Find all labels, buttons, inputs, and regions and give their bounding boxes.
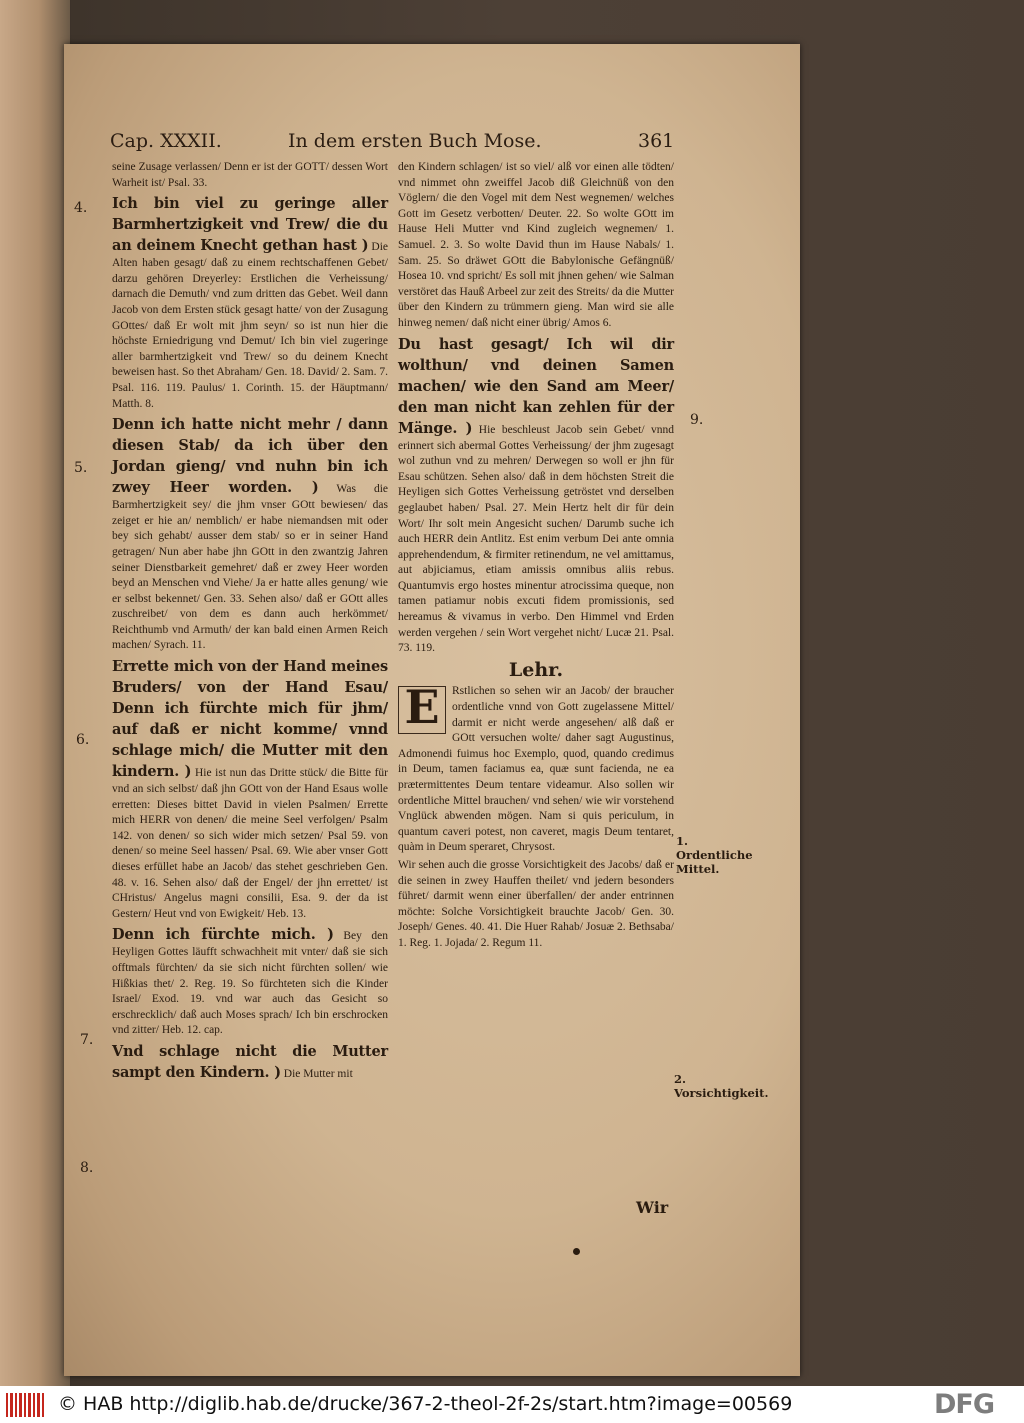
- lehr-paragraph-1: [398, 680, 674, 856]
- verse-6: [112, 656, 388, 922]
- verse-8: [112, 1041, 388, 1083]
- verse-number-4: 4.: [74, 200, 88, 216]
- verse-number-8: 8.: [80, 1160, 94, 1176]
- verse-4: [112, 193, 388, 412]
- verse-8-heading: Vnd schlage nicht die Mutter sampt den Kindern. ): [112, 1042, 388, 1081]
- verse-number-5: 5.: [74, 460, 88, 476]
- verse-9-heading: Du hast gesagt/ Ich wil dir wolthun/ vnd deinen Samen machen/ wie den Sand am Meer/ den man nicht kan zehlen für der Mänge. ): [398, 335, 674, 437]
- verse-7-heading: Denn ich fürchte mich. ): [112, 926, 334, 944]
- verse-4-text: Die Alten haben gesagt/ daß zu einem rechtschaffenen Gebet/ darzu gehören Dreyerley: Erstlichen die Verheissung/ darnach die Demuth/ vnd zum dritten das Gebet. Weil dann Jacob von dem Ersten stück gesagt hatte/ von der Zusagung GOttes/ daß Er wolt mit jhm seyn/ so ist nun hier die höchste Erniedrigung vnd Demut/ Ich bin viel zugeringe aller barmhertzigkeit vnd Trew/ so du deinem Knecht beweisen hast. So thet Abraham/ Gen. 18. David/ 2. Sam. 7. Psal. 116. 119. Paulus/ 1. Corinth. 15. der Häuptmann/ Matth. 8.: [112, 241, 388, 410]
- verse-number-7: 7.: [80, 1032, 94, 1048]
- verse-5-heading: Denn ich hatte nicht mehr / dann diesen Stab/ da ich über den Jordan gieng/ vnd nuhn bin ich zwey Heer worden. ): [112, 416, 388, 497]
- verse-number-9: 9.: [690, 412, 704, 428]
- margin-note-vorsichtigkeit: 2. Vorsichtigkeit.: [674, 1072, 769, 1100]
- verse-number-6: 6.: [76, 732, 90, 748]
- verse-7-text: Bey den Heyligen Gottes läufft schwachheit mit vnter/ daß sie sich offtmals fürchten/ da sie sich nicht fürchten sollen/ wie Hißkias thet/ 2. Reg. 19. So fürchteten sich die Kinder Israel/ Exod. 19. vnd war auch das Gesicht so erschrecklich/ daß auch Moses sprach/ Ich bin erschrocken vnd zitter/ Heb. 12. cap.: [112, 930, 389, 1037]
- verse-9-text: Hie beschleust Jacob sein Gebet/ vnnd erinnert sich abermal Gottes Verheissung/ der jhm zugesagt wol zuthun vnd zu mehren/ Derwegen so woll er jhn für Esau schützen. Sehen also/ daß in dem höchsten Streit die Heyligen sich Gottes Verheissung getröstet vnd derselben geglaubet haben/ Psal. 27. Mein Hertz helt dir für dein Wort/ Ihr solt mein Angesicht suchen/ Darumb suche ich auch HERR dein Antlitz. Est enim verbum Dei ante omnia apprehendendum, & firmiter retinendum, ne vel amittamus, aut abjiciamus, etiam amissis omnibus aliis rebus. Quantumvis ergo hostes minentur atrocissima queque, non tamen patiamur nobis excuti fidem promissionis, sed hereamus & vivamus in verbo. Den Himmel vnd Erden werden vergehen / sein Wort vergehet nicht/ Lucæ 21. Psal. 73. 119.: [398, 423, 674, 655]
- copyright-link[interactable]: © HAB http://diglib.hab.de/drucke/367-2-theol-2f-2s/start.htm?image=00569: [58, 1393, 793, 1415]
- hab-barcode-icon: [6, 1393, 46, 1417]
- decorated-initial: E: [398, 686, 446, 734]
- verse-8-text: Die Mutter mit: [283, 1067, 353, 1080]
- margin-note-ordentliche-mittel: 1. Ordentliche Mittel.: [676, 834, 753, 876]
- page-number: 361: [638, 130, 675, 152]
- dfg-logo: DFG: [934, 1389, 995, 1420]
- viewer-footer: [0, 1386, 1024, 1423]
- lehr-paragraph-1-text: Rstlichen so sehen wir an Jacob/ der braucher ordentliche vnnd von Gott zugelassene Mittel/ darmit er nicht werde angesehen/ alß daß er GOtt versuchen wolte/ daher sagt Augustinus, Admonendi fuimus hoc Exemplo, quod, quando credimus in Deum, tamen faciamus ea, quæ sunt facienda, ne ea prætermittentes Deum tentare videamur. Also sollen wir ordentliche Mittel brauchen/ vnd sehen/ wie wir vorstehend Vnglück abwenden mögen. Nam si quis periculum, in quantum caveri potest, non caveret, magis Deum tentaret, quàm in Deum speraret, Chrysost.: [398, 685, 674, 854]
- previous-page-edge: [0, 0, 70, 1386]
- verse-6-heading: Errette mich von der Hand meines Bruders/ von der Hand Esau/ Denn ich fürchte mich für jhm/ auf daß er nicht komme/ vnnd schlage mich/ die Mutter mit den kindern. ): [112, 658, 388, 781]
- page-header: [110, 130, 675, 156]
- chapter-label: Cap. XXXII.: [110, 130, 222, 152]
- verse-4-heading: Ich bin viel zu geringe aller Barmhertzigkeit vnd Trew/ die du an deinem Knecht gethan hast ): [112, 195, 388, 255]
- verse-6-text: Hie ist nun das Dritte stück/ die Bitte für vnd an sich selbst/ daß jhn GOtt von der Hand Esaus wolle erretten: Dieses bittet David in vielen Psalmen/ Errette mich HERR von denen/ die meine Seel verfolgen/ Psalm 142. von denen/ so sich wider mich setzen/ Psal 59. von denen/ so meine Seel hassen/ Psal. 69. Wie aber vnser Gott dieses erfüllet habe an Jacob/ das stehet geschrieben Gen. 48. v. 16. Sehen also/ daß der Engel/ der jhn errettet/ ist CHristus/ Angelus magni consilii, Esa. 9. der da ist Gestern/ Heut vnd von Ewigkeit/ Heb. 13.: [112, 767, 388, 920]
- verse-5: [112, 414, 388, 654]
- verse-9: [398, 334, 674, 657]
- running-title: In dem ersten Buch Mose.: [288, 130, 542, 152]
- lehr-paragraph-2: Wir sehen auch die grosse Vorsichtigkeit des Jacobs/ daß er die seinen in zwey Hauffen theilet/ vnd jedern besonders führet/ darmit wenn einer überfallen/ der ander entrinnen möchte: Solche Vorsichtigkeit brauchte Jacob/ Gen. 30. Joseph/ Genes. 40. 41. Die Huer Rahab/ Josuæ 2. Bethsaba/ 1. Reg. 1. Jojada/ 2. Regum 11.: [398, 858, 674, 949]
- right-column: [398, 160, 674, 954]
- right-paragraph: den Kindern schlagen/ ist so viel/ alß vor einen alle tödten/ vnd nimmet ohn zweiffel Jacob diß Gleichnüß von den Vöglern/ die den Vogel mit dem Nest wegnemen/ welches Gott im Gesetz verbotten/ Deuter. 22. So wolte GOtt im Hause Heli Mutter vnd Kind zugleich wegnemen/ 1. Samuel. 2. 3. So wolte David thun im Hause Nabals/ 1. Sam. 25. So dräwet GOtt die Babylonische Gefängnüß/ Hosea 10. vnd spricht/ Es soll mit jhnen gehen/ wie Salman verstöret das Hauß Arbeel zur zeit des Streits/ da die Mutter über den Kindern zu trümmern gieng. Man wird sie alle hinweg nemen/ daß nicht einer übrig/ Amos 6.: [398, 161, 674, 329]
- lehr-heading: Lehr.: [508, 658, 564, 681]
- verse-7: [112, 924, 388, 1039]
- ink-dot: [573, 1248, 580, 1255]
- left-paragraph: seine Zusage verlassen/ Denn er ist der GOTT/ dessen Wort Warheit ist/ Psal. 33.: [112, 161, 388, 189]
- catchword: Wir: [636, 1198, 669, 1217]
- left-column: [112, 160, 388, 1085]
- verse-5-text: Was die Barmhertzigkeit sey/ die jhm vnser GOtt bewiesen/ das zeiget er hie an/ nemblich/ er habe niemandsen mit oder bey sich gehabt/ ausser dem stab/ so er in seiner Hand getragen/ Nun aber habe jhn GOtt in den zwantzig Jahren seiner Dienstbarkeit gemehret/ daß er zwey Heer worden beyd an Menschen vnd Viehe/ Ja er hatte alles genung/ wie er selbst bekennet/ Gen. 33. Sehen also/ daß er GOtt alles zuschreibet/ von dem es dann auch herkömmet/ Reichthumb vnd Armuth/ der kan bald einen Armen Reich machen/ Syrach. 11.: [112, 483, 388, 652]
